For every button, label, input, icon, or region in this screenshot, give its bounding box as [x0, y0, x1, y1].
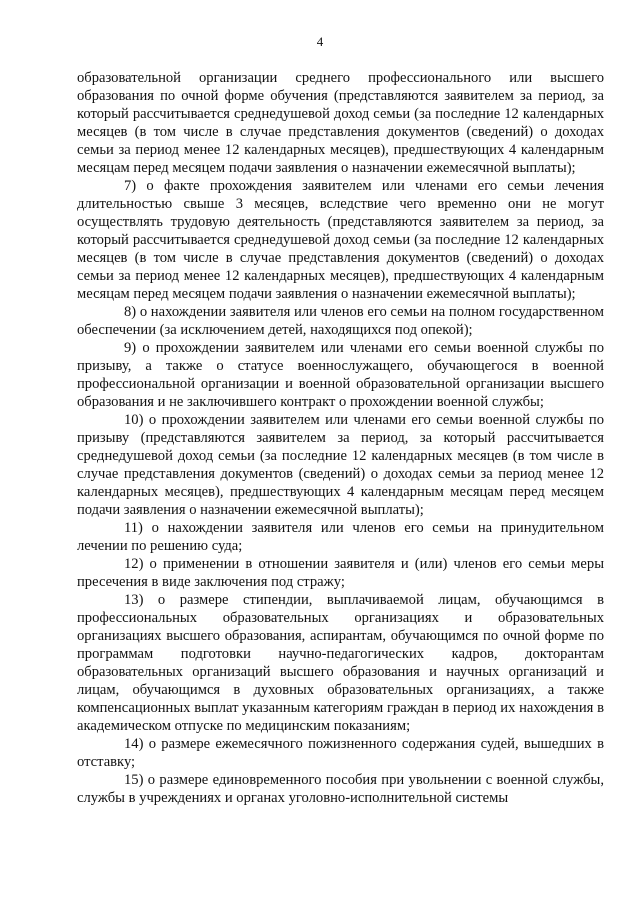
paragraph-item-13: 13) о размере стипендии, выплачиваемой лицам, обучающимся в профессиональных образовательных организациях и образовательных организациях высшего образования, аспирантам, обучающимся по очной форме по программам подготовки научно-педагогических кадров, докторантам образовательных организаций высшего образования и научных организаций и лицам, обучающимся в духовных образовательных организациях, а также компенсационных выплат указанным категориям граждан в период их нахождения в академическом отпуске по медицинским показаниям;: [77, 592, 604, 734]
paragraph-item-10: 10) о прохождении заявителем или членами его семьи военной службы по призыву (представляются заявителем за период, за который рассчитывается среднедушевой доход семьи (за последние 12 календарных месяцев (в том числе в случае представления документов (сведений) о доходах семьи за период менее 12 календарных месяцев), предшествующих 4 календарным месяцам перед месяцем подачи заявления о назначении ежемесячной выплаты);: [77, 412, 604, 518]
page-number: 4: [316, 34, 324, 49]
paragraph-item-8: 8) о нахождении заявителя или членов его семьи на полном государственном обеспечении (за исключением детей, находящихся под опекой);: [77, 304, 604, 338]
document-body: [77, 69, 604, 807]
paragraph-item-11: 11) о нахождении заявителя или членов его семьи на принудительном лечении по решению суда;: [77, 520, 604, 554]
paragraph-item-14: 14) о размере ежемесячного пожизненного содержания судей, вышедших в отставку;: [77, 736, 604, 770]
paragraph-item-12: 12) о применении в отношении заявителя и (или) членов его семьи меры пресечения в виде заключения под стражу;: [77, 556, 604, 590]
paragraph-item-15: 15) о размере единовременного пособия при увольнении с военной службы, службы в учреждениях и органах уголовно-исполнительной системы: [77, 772, 604, 806]
paragraph-item-7: 7) о факте прохождения заявителем или членами его семьи лечения длительностью свыше 3 месяцев, вследствие чего временно они не могут осуществлять трудовую деятельность (представляются заявителем за период, за который рассчитывается среднедушевой доход семьи (за последние 12 календарных месяцев (в том числе в случае представления документов (сведений) о доходах семьи за период менее 12 календарных месяцев), предшествующих 4 календарным месяцам перед месяцем подачи заявления о назначении ежемесячной выплаты);: [77, 178, 604, 302]
paragraph-item-9: 9) о прохождении заявителем или членами его семьи военной службы по призыву, а также о статусе военнослужащего, обучающегося в военной профессиональной организации и военной образовательной организации высшего образования и не заключившего контракт о прохождении военной службы;: [77, 340, 604, 410]
paragraph-continuation: образовательной организации среднего профессионального или высшего образования по очной форме обучения (представляются заявителем за период, за который рассчитывается среднедушевой доход семьи (за последние 12 календарных месяцев (в том числе в случае представления документов (сведений) о доходах семьи за период менее 12 календарных месяцев), предшествующих 4 календарным месяцам перед месяцем подачи заявления о назначении ежемесячной выплаты);: [77, 70, 604, 176]
